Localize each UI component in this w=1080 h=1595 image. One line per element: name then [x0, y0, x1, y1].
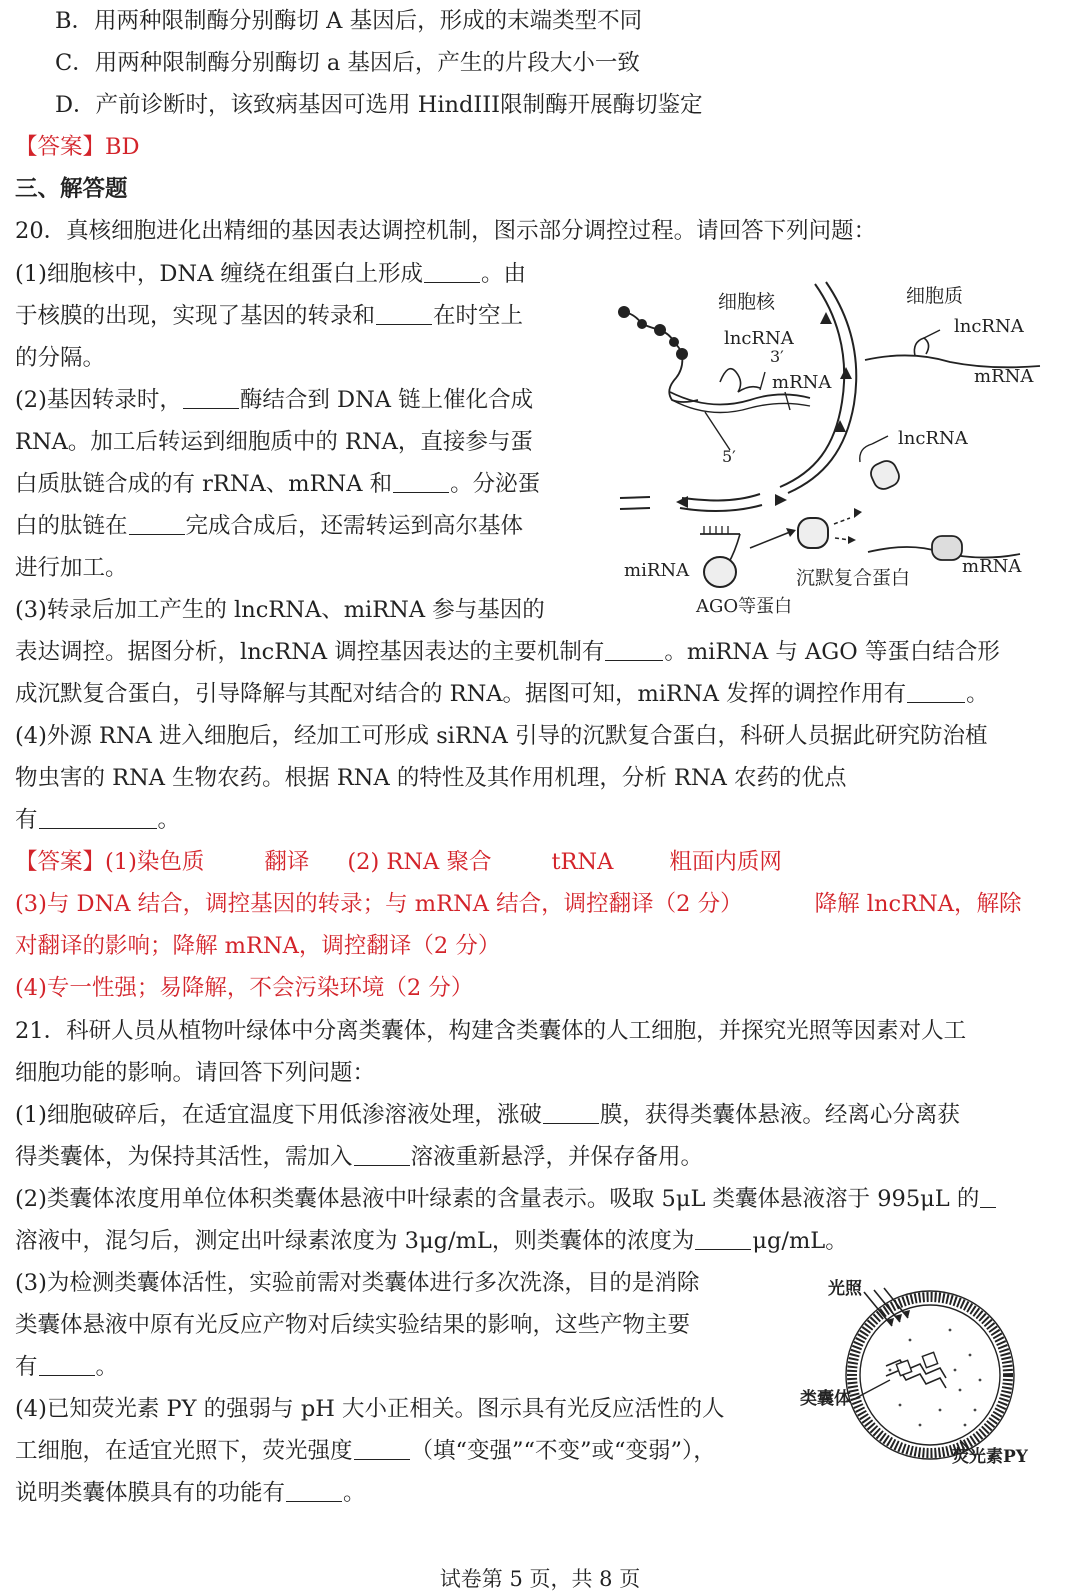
- answer-blank[interactable]: [907, 682, 965, 703]
- q21-part3-line3: 有 。: [15, 1354, 119, 1380]
- answer-blank[interactable]: [39, 1355, 95, 1376]
- q19-option-b: B．用两种限制酶分别酶切 A 基因后，形成的末端类型不同: [55, 8, 643, 34]
- q20-part4-line3: 有 。: [15, 807, 181, 833]
- answer-blank[interactable]: [39, 808, 157, 829]
- q20-part4-line2: 物虫害的 RNA 生物农药。根据 RNA 的特性及其作用机理，分析 RNA 农药的优点: [15, 765, 847, 791]
- q20-answer-line1: 【答案】(1)染色质 翻译 (2) RNA 聚合 tRNA 粗面内质网: [15, 849, 782, 875]
- fig-label-silencing-complex: 沉默复合蛋白: [796, 567, 911, 589]
- q19-option-d: D．产前诊断时，该致病基因可选用 HindIII限制酶开展酶切鉴定: [55, 92, 703, 118]
- section-title: 三、解答题: [15, 176, 128, 202]
- q21-part1-line1: (1)细胞破碎后，在适宜温度下用低渗溶液处理，涨破 膜，获得类囊体悬液。经离心分离获: [15, 1102, 960, 1128]
- fig-label-nucleus: 细胞核: [718, 291, 776, 313]
- answer-blank[interactable]: [605, 640, 663, 661]
- answer-blank[interactable]: [183, 388, 239, 409]
- q20-part2-line3: 白质肽链合成的有 rRNA、mRNA 和 。分泌蛋: [15, 471, 541, 497]
- fig-label-lncrna-3: lncRNA: [898, 428, 968, 449]
- q20-part1-line1: (1)细胞核中，DNA 缠绕在组蛋白上形成 。由: [15, 261, 527, 287]
- fig-label-5prime: 5′: [722, 447, 736, 466]
- fig-label-mrna-3: mRNA: [962, 556, 1022, 577]
- q20-answer-line2: (3)与 DNA 结合，调控基因的转录；与 mRNA 结合，调控翻译（2 分） 降解 lncRNA，解除: [15, 891, 1022, 917]
- answer-blank[interactable]: [376, 304, 432, 325]
- q20-part2-line1: (2)基因转录时， 酶结合到 DNA 链上催化合成: [15, 387, 534, 413]
- q20-part3-line2: 表达调控。据图分析，lncRNA 调控基因表达的主要机制有 。miRNA 与 AGO 等蛋白结合形: [15, 639, 1000, 665]
- q20-answer-line4: (4)专一性强；易降解，不会污染环境（2 分）: [15, 975, 474, 1001]
- fig-label-mrna-1: mRNA: [772, 372, 832, 393]
- fig-label-py: 荧光素PY: [952, 1447, 1028, 1467]
- q19-option-c: C．用两种限制酶分别酶切 a 基因后，产生的片段大小一致: [55, 50, 640, 76]
- q21-part3-line2: 类囊体悬液中原有光反应产物对后续实验结果的影响，这些产物主要: [15, 1312, 691, 1338]
- q21-part4-line2: 工细胞，在适宜光照下，荧光强度 （填“变强”“不变”或“变弱”），: [15, 1438, 716, 1464]
- q20-part1-line2: 于核膜的出现，实现了基因的转录和 在时空上: [15, 303, 524, 329]
- fig-label-light: 光照: [828, 1279, 862, 1299]
- answer-blank[interactable]: [286, 1481, 342, 1502]
- gene-regulation-diagram: [610, 272, 1060, 632]
- fig-label-3prime: 3′: [770, 347, 784, 366]
- q20-answer-line3: 对翻译的影响；降解 mRNA，调控翻译（2 分）: [15, 933, 501, 959]
- answer-blank[interactable]: [695, 1229, 751, 1250]
- answer-blank[interactable]: [543, 1103, 599, 1124]
- q20-stem: 20．真核细胞进化出精细的基因表达调控机制，图示部分调控过程。请回答下列问题：: [15, 218, 877, 244]
- answer-blank[interactable]: [354, 1439, 410, 1460]
- q21-part3-line1: (3)为检测类囊体活性，实验前需对类囊体进行多次洗涤，目的是消除: [15, 1270, 700, 1296]
- artificial-cell-diagram: [800, 1270, 1060, 1500]
- answer-blank[interactable]: [129, 514, 185, 535]
- q19-answer: 【答案】BD: [15, 134, 140, 160]
- q20-part3-line1: (3)转录后加工产生的 lncRNA、miRNA 参与基因的: [15, 597, 545, 623]
- q20-part2-line5: 进行加工。: [15, 555, 128, 581]
- fig-label-ago: AGO等蛋白: [696, 596, 793, 617]
- q21-stem-line1: 21．科研人员从植物叶绿体中分离类囊体，构建含类囊体的人工细胞，并探究光照等因素对人工: [15, 1018, 967, 1044]
- q20-part4-line1: (4)外源 RNA 进入细胞后，经加工可形成 siRNA 引导的沉默复合蛋白，科研人员据此研究防治植: [15, 723, 988, 749]
- fig-label-lncrna-2: lncRNA: [954, 316, 1024, 337]
- fig-label-thylakoid: 类囊体: [800, 1389, 851, 1409]
- q21-part4-line3: 说明类囊体膜具有的功能有 。: [15, 1480, 366, 1506]
- q20-part1-line3: 的分隔。: [15, 345, 106, 371]
- answer-blank[interactable]: [393, 472, 449, 493]
- answer-blank[interactable]: [424, 262, 480, 283]
- fig-label-mirna: miRNA: [624, 560, 690, 581]
- q21-part2-line1: (2)类囊体浓度用单位体积类囊体悬液中叶绿素的含量表示。吸取 5μL 类囊体悬液溶于 995μL 的: [15, 1184, 997, 1214]
- q21-part4-line1: (4)已知荧光素 PY 的强弱与 pH 大小正相关。图示具有光反应活性的人: [15, 1396, 725, 1422]
- q20-part2-line4: 白的肽链在 完成合成后，还需转运到高尔基体: [15, 513, 524, 539]
- fig-label-mrna-2: mRNA: [974, 366, 1034, 387]
- q21-stem-line2: 细胞功能的影响。请回答下列问题：: [15, 1060, 376, 1086]
- fig-label-lncrna-1: lncRNA: [724, 328, 794, 349]
- answer-blank[interactable]: [354, 1145, 410, 1166]
- answer-blank[interactable]: [980, 1187, 996, 1208]
- q20-part3-line3: 成沉默复合蛋白，引导降解与其配对结合的 RNA。据图可知，miRNA 发挥的调控作用有 。: [15, 681, 989, 707]
- q20-part2-line2: RNA。加工后转运到细胞质中的 RNA，直接参与蛋: [15, 429, 533, 455]
- q21-part1-line2: 得类囊体，为保持其活性，需加入 溶液重新悬浮，并保存备用。: [15, 1144, 704, 1170]
- page-footer: 试卷第 5 页，共 8 页: [439, 1567, 641, 1591]
- fig-label-cytoplasm: 细胞质: [906, 285, 964, 307]
- q21-part2-line2: 溶液中，混匀后，测定出叶绿素浓度为 3μg/mL，则类囊体的浓度为 μg/mL。: [15, 1228, 848, 1254]
